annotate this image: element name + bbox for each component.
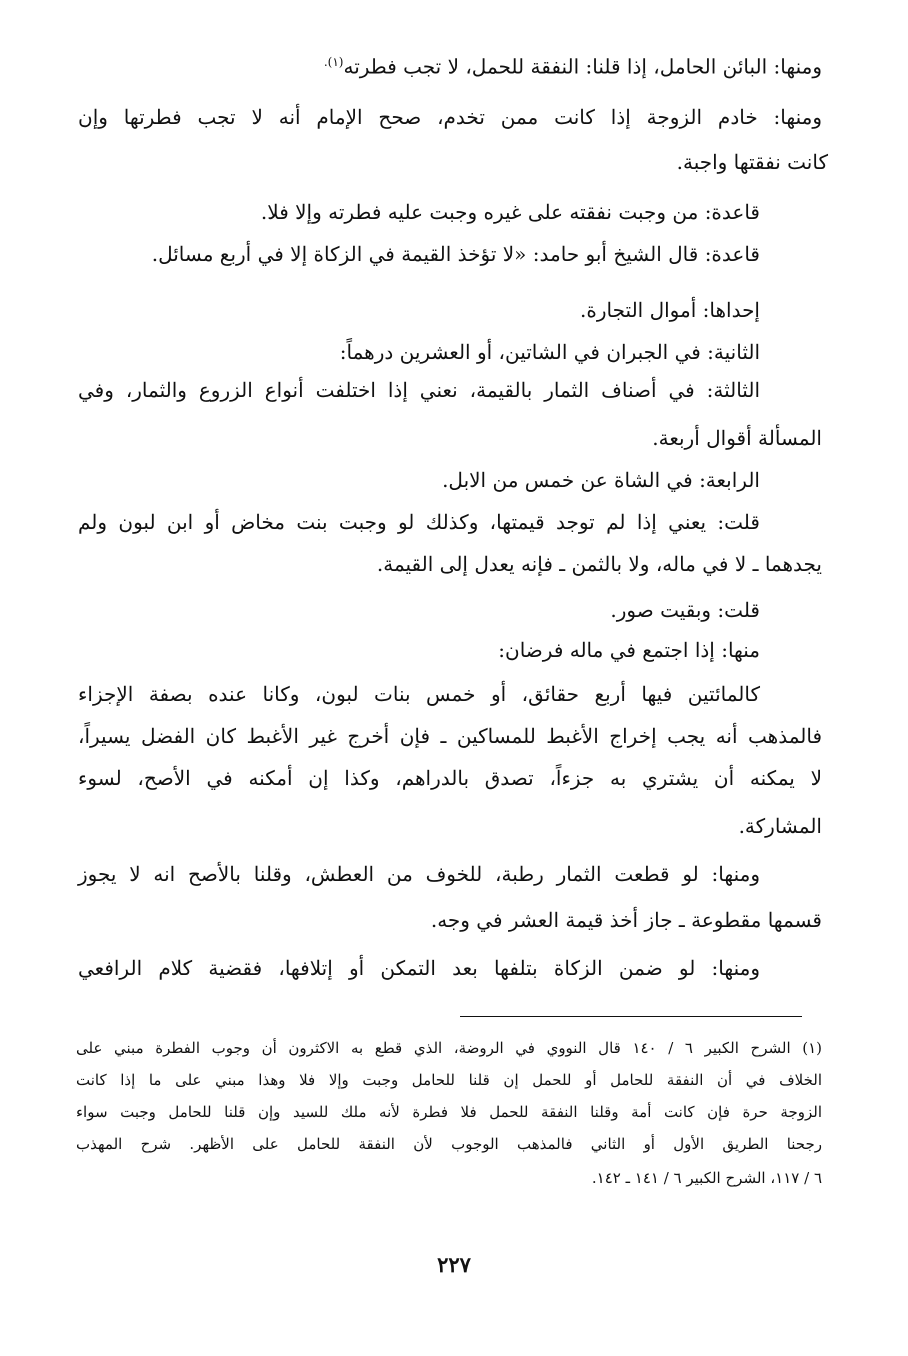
text-line-12: يجدهما ـ لا في ماله، ولا بالثمن ـ فإنه يعدل إلى القيمة. (376, 552, 822, 576)
text-line-15: كالمائتين فيها أربع حقائق، أو خمس بنات لبون، وكانا عنده بصفة الإجزاء (78, 682, 760, 706)
text-line-21: ومنها: لو ضمن الزكاة بتلفها بعد التمكن أو إتلافها، فقضية كلام الرافعي (78, 956, 760, 980)
rule-line-2: قاعدة: قال الشيخ أبو حامد: «لا تؤخذ القيمة في الزكاة إلا في أربع مسائل. (151, 242, 760, 266)
rule-line-1: قاعدة: من وجبت نفقته على غيره وجبت عليه فطرته وإلا فلا. (260, 200, 760, 224)
text-line-9: المسألة أقوال أربعة. (652, 426, 822, 450)
footnote-reference: (١). (323, 55, 344, 69)
text-line-2: ومنها: خادم الزوجة إذا كانت ممن تخدم، صحح الإمام أنه لا تجب فطرتها وإن (78, 105, 822, 129)
text-line-8: الثالثة: في أصناف الثمار بالقيمة، نعني إذا اختلفت أنواع الزروع والثمار، وفي (78, 378, 760, 402)
footnote-separator (460, 1016, 802, 1017)
text-line-7: الثانية: في الجبران في الشاتين، أو العشرين درهماً: (339, 340, 760, 364)
page-number: ٢٢٧ (437, 1252, 471, 1277)
text-line-20: قسمها مقطوعة ـ جاز أخذ قيمة العشر في وجه. (430, 908, 822, 932)
text-line-16: فالمذهب أنه يجب إخراج الأغبط للمساكين ـ فإن أخرج غير الأغبط كان الفضل يسيراً، (78, 724, 822, 748)
footnote-line-4: رجحنا الطريق الأول أو الثاني فالمذهب الوجوب لأن النفقة للحامل على الأظهر. شرح المهذب (76, 1135, 822, 1153)
text-line-11: قلت: يعني إذا لم توجد قيمتها، وكذلك لو وجبت بنت مخاض أو ابن لبون ولم (78, 510, 760, 534)
text-line-1-content: ومنها: البائن الحامل، إذا قلنا: النفقة للحمل، لا تجب فطرته (343, 54, 822, 79)
footnote-line-2: الخلاف في أن النفقة للحامل أو للحمل إن قلنا للحامل وجبت وإلا فلا وهذا مبني على ما إذا كانت (76, 1071, 822, 1089)
footnote-line-3: الزوجة حرة فإن كانت أمة وقلنا النفقة للحمل فلا فطرة لأنه ملك للسيد وإن قلنا للحامل وجبت سواء (76, 1103, 822, 1121)
text-line-17: لا يمكنه أن يشتري به جزءاً، تصدق بالدراهم، وكذا إن أمكنه في الأصح، لسوء (78, 766, 822, 790)
text-line-6: إحداها: أموال التجارة. (580, 298, 760, 322)
text-line-19: ومنها: لو قطعت الثمار رطبة، للخوف من العطش، وقلنا بالأصح انه لا يجوز (78, 862, 760, 886)
text-line-14: منها: إذا اجتمع في ماله فرضان: (498, 638, 760, 662)
footnote-line-5: ٦ / ١١٧، الشرح الكبير ٦ / ١٤١ ـ ١٤٢. (591, 1169, 822, 1187)
text-line-10: الرابعة: في الشاة عن خمس من الابل. (442, 468, 760, 492)
footnote-line-1: (١) الشرح الكبير ٦ / ١٤٠ قال النووي في الروضة، الذي قطع به الاكثرون أن وجوب الفطرة مبني على (76, 1039, 822, 1057)
text-line-18: المشاركة. (738, 814, 822, 838)
text-line-1 (78, 48, 822, 81)
text-line-13: قلت: وبقيت صور. (610, 598, 760, 622)
text-line-3: كانت نفقتها واجبة. (676, 150, 828, 174)
